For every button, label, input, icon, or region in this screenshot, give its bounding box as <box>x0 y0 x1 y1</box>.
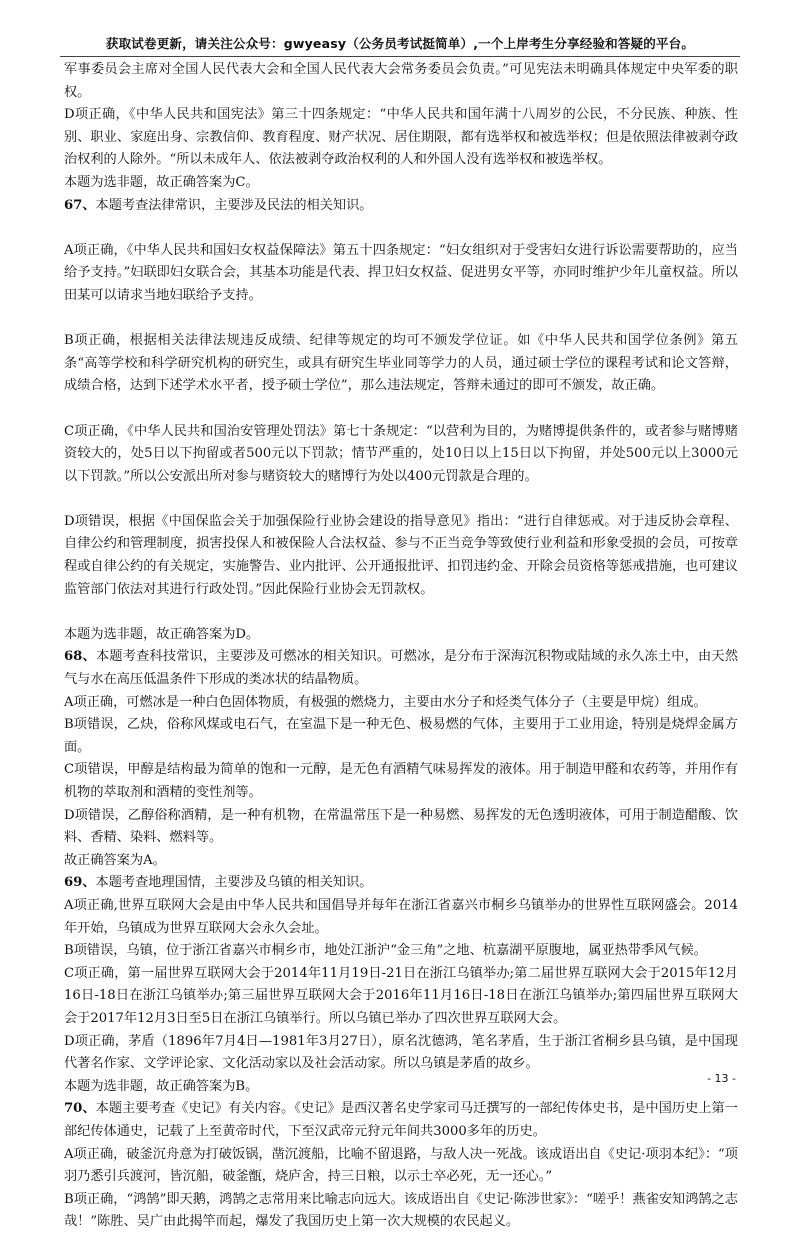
paragraph: C项正确，《中华人民共和国治安管理处罚法》第七十条规定：“以营利为目的，为赌博提供条件的，或者参与赌博赌资较大的，处5日以下拘留或者500元以下罚款；情节严重的，处10日以上15日以下拘留，并处500元以上3000元以下罚款。”所以公安派出所对参与赌资较大的赌博行为处以400元罚款是合理的。 <box>64 423 738 484</box>
paragraph: B项错误，乙炔，俗称风煤或电石气，在室温下是一种无色、极易燃的气体，主要用于工业用途，特别是烧焊金属方面。 <box>64 717 738 755</box>
paragraph: A项正确，《中华人民共和国妇女权益保障法》第五十四条规定：“妇女组织对于受害妇女进行诉讼需要帮助的，应当给予支持。”妇联即妇女联合会，其基本功能是代表、捍卫妇女权益、促进男女平等，亦同时维护少年儿童权益。所以田某可以请求当地妇联给予支持。 <box>64 242 738 303</box>
question-number: 68、 <box>64 649 96 665</box>
paragraph: 军事委员会主席对全国人民代表大会和全国人民代表大会常务委员会负责。”可见宪法未明确具体规定中央军委的职权。 <box>64 62 738 100</box>
paragraph-spacer <box>64 398 738 421</box>
paragraph: A项正确,世界互联网大会是由中华人民共和国倡导并每年在浙江省嘉兴市桐乡乌镇举办的世界性互联网盛会。2014年开始，乌镇成为世界互联网大会永久会址。 <box>64 897 738 936</box>
question-number: 69、 <box>64 875 96 891</box>
paragraph: D项正确，茅盾（1896年7月4日—1981年3月27日），原名沈德鸿，笔名茅盾，生于浙江省桐乡县乌镇，是中国现代著名作家、文学评论家、文化活动家以及社会活动家。所以乌镇是茅盾的故乡。 <box>64 1033 738 1072</box>
page-number: - 13 - <box>707 1072 736 1085</box>
paragraph: B项正确，“鸿鹄”即天鹅，鸿鹄之志常用来比喻志向远大。该成语出自《史记·陈涉世家》：“嗟乎！燕雀安知鸿鹄之志哉！”陈胜、吴广由此揭竿而起，爆发了我国历史上第一次大规模的农民起义。 <box>64 1191 738 1230</box>
paragraph: 故正确答案为A。 <box>64 852 166 868</box>
paragraph: 本题为选非题，故正确答案为D。 <box>64 626 260 642</box>
paragraph-spacer <box>64 601 738 624</box>
paragraph: D项错误，乙醇俗称酒精，是一种有机物，在常温常压下是一种易燃、易挥发的无色透明液体，可用于制造醋酸、饮料、香精、染料、燃料等。 <box>64 807 738 846</box>
paragraph: A项正确，可燃冰是一种白色固体物质，有极强的燃烧力，主要由水分子和烃类气体分子（主要是甲烷）组成。 <box>64 694 707 710</box>
paragraph-spacer <box>64 488 738 511</box>
paragraph: A项正确，破釜沉舟意为打破饭锅，凿沉渡船，比喻不留退路，与敌人决一死战。该成语出自《史记·项羽本纪》：“项羽乃悉引兵渡河，皆沉船，破釜甑，烧庐舍，持三日粮，以示士卒必死，无一还心。” <box>64 1146 738 1185</box>
question-heading <box>64 1098 738 1143</box>
paragraph: B项错误，乌镇，位于浙江省嘉兴市桐乡市，地处江浙沪“金三角”之地、杭嘉湖平原腹地，属亚热带季风气候。 <box>64 943 707 959</box>
header-text: 获取试卷更新，请关注公众号：gwyeasy（公务员考试挺简单）,一个上岸考生分享经验和答疑的平台。 <box>105 36 695 51</box>
paragraph: D项错误，根据《中国保监会关于加强保险行业协会建设的指导意见》指出：“进行自律惩戒。对于违反协会章程、自律公约和管理制度，损害投保人和被保险人合法权益、参与不正当竞争等致使行业利益和形象受损的会员，可按章程或自律公约的有关规定，实施警告、业内批评、公开通报批评、扣罚违约金、开除会员资格等惩戒措施，也可建议监管部门依法对其进行行政处罚。”因此保险行业协会无罚款权。 <box>64 513 738 597</box>
document-body <box>64 59 738 1234</box>
question-number: 67、 <box>64 197 96 213</box>
question-heading <box>64 646 738 691</box>
question-text: 本题考查法律常识，主要涉及民法的相关知识。 <box>95 197 373 213</box>
question-text: 本题考查地理国情，主要涉及乌镇的相关知识。 <box>95 875 373 891</box>
page-header <box>60 0 740 57</box>
paragraph: B项正确，根据相关法律法规违反成绩、纪律等规定的均可不颁发学位证。如《中华人民共和国学位条例》第五条“高等学校和科学研究机构的研究生，或具有研究生毕业同等学力的人员，通过硕士学位的课程考试和论文答辩，成绩合格，达到下述学术水平者，授予硕士学位”，那么违法规定，答辩未通过的即可不颁发，故正确。 <box>64 333 738 394</box>
paragraph: D项正确，《中华人民共和国宪法》第三十四条规定：“中华人民共和国年满十八周岁的公民，不分民族、种族、性别、职业、家庭出身、宗教信仰、教育程度、财产状况、居住期限，都有选举权和被选举权；但是依照法律被剥夺政治权利的人除外。“所以未成年人、依法被剥夺政治权利的人和外国人没有选举权和被选举权。 <box>64 107 738 168</box>
paragraph: 本题为选非题，故正确答案为B。 <box>64 1078 259 1094</box>
question-text: 本题主要考查《史记》有关内容。《史记》是西汉著名史学家司马迁撰写的一部纪传体史书，是中国历史上第一部纪传体通史，记载了上至黄帝时代，下至汉武帝元狩元年间共3000多年的历史。 <box>64 1101 738 1139</box>
paragraph-spacer <box>64 217 738 240</box>
paragraph-spacer <box>64 308 738 331</box>
question-number: 70、 <box>64 1101 96 1117</box>
question-heading <box>64 195 738 218</box>
question-text: 本题考查科技常识，主要涉及可燃冰的相关知识。可燃冰，是分布于深海沉积物或陆域的永久冻土中，由天然气与水在高压低温条件下形成的类冰状的结晶物质。 <box>64 649 739 688</box>
paragraph: C项错误，甲醇是结构最为简单的饱和一元醇，是无色有酒精气味易挥发的液体。用于制造甲醛和农药等，并用作有机物的萃取剂和酒精的变性剂等。 <box>64 762 738 800</box>
paragraph: 本题为选非题，故正确答案为C。 <box>64 174 259 190</box>
paragraph: C项正确，第一届世界互联网大会于2014年11月19日-21日在浙江乌镇举办;第二届世界互联网大会于2015年12月16日-18日在浙江乌镇举办;第三届世界互联网大会于2016年11月16日-18日在浙江乌镇举办;第四届世界互联网大会于2017年12月3日至5日在浙江乌镇举行。所以乌镇已举办了四次世界互联网大会。 <box>64 965 738 1026</box>
question-heading <box>64 872 738 895</box>
